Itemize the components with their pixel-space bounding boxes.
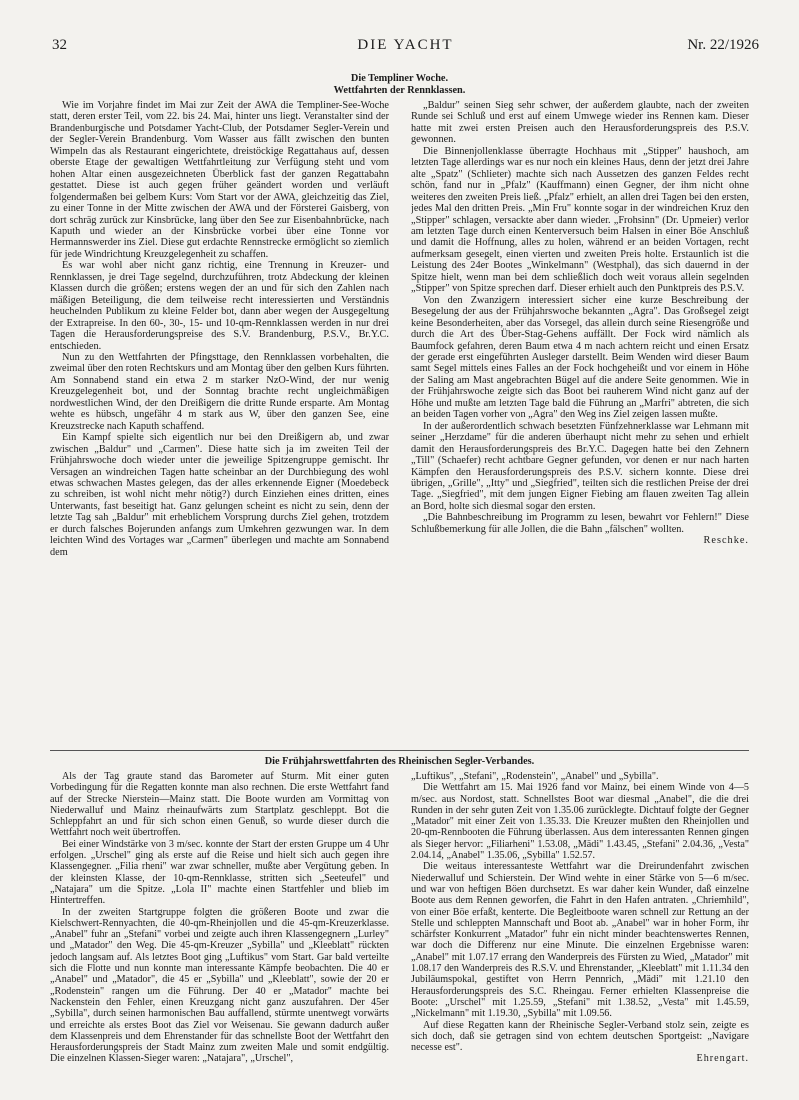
article2-paragraph: In der zweiten Startgruppe folgten die größeren Boote und zwar die Kielschwert-Rennyachten, die 40-qm-Rheinjollen und die 45-qm-Kreuzerklasse. „Anabel" fuhr an „Stefani" vorbei und zeigte auch ihren Klassengegnern „Lurley" und „Matador" den Weg. Die 45-qm-Kreuzer „Sybilla" und „Kleeblatt" rückten jedoch langsam auf. Als letztes Boot ging „Luftikus" vom Start. Gar bald verteilte sich die Flotte und nun konnte man interessante Kämpfe beobachten. Die 40 er „Anabel" und „Matador", die 45 er „Sybilla" und „Kleeblatt", sowie der 20 er „Rodenstein" rangen um die Führung. Der 40 er „Matador" machte bei Nackenstein den Fehler, einen Kreuzgang nicht ganz auszufahren. Der 45er „Sybilla", durch seinen harmonischen Bau auffallend, stürmte unentwegt vorwärts und erreichte als erstes Boot das Ziel vor Weisenau. Sie gewann dadurch außer dem Klassenpreis und dem Ehrenstander für das schnellste Boot der Wettfahrt den Herausforderungspreis der Stadt Mainz zum zweiten Male und somit endgültig. Die einzelnen Klassen-Sieger waren: „Natajara", „Urschel",: [50, 906, 389, 1065]
article2-right-column: [411, 771, 749, 1067]
article2-paragraph: Als der Tag graute stand das Barometer auf Sturm. Mit einer guten Vorbedingung für die Regatten konnte man also rechnen. Die erste Wettfahrt fand auf der Strecke Nierstein—Mainz statt. Die Boote wurden am Vormittag von Niederwalluf und Mainz rheinaufwärts zum Startplatz geschleppt. Bot die Schleppfahrt an und für sich schon einen Genuß, so wurde dieser durch die Wettfahrt noch weit übertroffen.: [50, 771, 389, 839]
article1-subtitle: Wettfahrten der Rennklassen.: [333, 85, 466, 96]
article1-paragraph: Nun zu den Wettfahrten der Pfingsttage, den Rennklassen vorbehalten, die zweimal über den roten Rechtskurs und am Montag über den gelben Kurs führten. Am Sonnabend stand ein etwa 2 m starker NzO-Wind, der nur wenig Kreuzgelegenheit bot, und der Sonntag brachte recht ungleichmäßigen nordwestlichen Wind, der den Dreißigern die dritte Runde ersparte. Am Montag wehte es hübsch, ungefähr 4 m stark aus W, über den ganzen See, eine Kreuzstrecke nach Kaputh schaffend.: [50, 351, 389, 432]
article1-paragraph: „Die Bahnbeschreibung im Programm zu lesen, bewahrt vor Fehlern!" Diese Schlußbemerkung für alle Jollen, die die Bahn „fälschen" wollten.: [411, 512, 749, 535]
article2-paragraph: Die Wettfahrt am 15. Mai 1926 fand vor Mainz, bei einem Winde von 4—5 m/sec. aus Nordost, statt. Schnellstes Boot war diesmal „Anabel", die die drei Runden in der sehr guten Zeit von 1.35.06 zurücklegte. Dichtauf folgte der Gegner „Matador" mit einer Zeit von 1.35.33. Die Kreuzer mußten den Rheinjollen und 20-qm-Rennbooten die Führung überlassen. Aus dem interessanten Rennen gingen als Sieger hervor: „Filiarheni" 1.53.08, „Mädi" 1.43.45, „Stefani" 2.04.36, „Vesta" 2.04.14, „Anabel" 1.35.06, „Sybilla" 1.52.57.: [411, 782, 749, 862]
article-divider: [50, 750, 749, 751]
issue-number: Nr. 22/1926: [687, 37, 759, 53]
article1-paragraph: In der außerordentlich schwach besetzten Fünfzehnerklasse war Lehmann mit seiner „Herzdame" für die anderen überhaupt nicht mehr zu sehen und erhielt damit den Herausforderungspreis des Br.Y.C. Dagegen hatte bei den Zehnern „Till" (Schaefer) recht achtbare Gegner gefunden, vor denen er nur nach harten Kämpfen den Herausforderungspreis des P.S.V. sichern konnte. Diese drei übrigen, „Grille", „Itty" und „Siegfried", teilten sich die restlichen Preise der drei Tage. „Siegfried", mit dem jungen Eigner Fiebing am flauen zweiten Tag allein an Bord, holte sich diesmal sogar den ersten.: [411, 420, 749, 512]
article1-paragraph: Es war wohl aber nicht ganz richtig, eine Trennung in Kreuzer- und Rennklassen, je drei Tage segelnd, durchzuführen, trotz Abdeckung der kleinen Klassen durch die größen; erstens wegen der an und für sich den Zahlen nach mäßigen Beteiligung, die dem teilweise recht interessierten und Verständnis heuchelnden Publikum zu kleine Felder bot, dann aber wegen der Ausgegeltung der Extrapreise. In den 60-, 30-, 15- und 10-qm-Rennklassen werden in nur drei Tagen die Herausforderungspreise des S.V. Brandenburg, P.S.V., Br.Y.C. entschieden.: [50, 260, 389, 352]
article2-paragraph: Die weitaus interessanteste Wettfahrt war die Dreirundenfahrt zwischen Niederwalluf und Schierstein. Der Wind wehte in einer Stärke von 5—6 m/sec. und war von heftigen Böen durchsetzt. Es war daher kein Wunder, daß einzelne Boote aus dem Rennen geworfen, die Fahrt in den Hafen antraten. „Chriemhild", von einer Böe erfaßt, kenterte. Die Begleitboote waren schnell zur Rettung an der Stelle und schleppten Mannschaft und Boot ab. „Anabel" war in hoher Form, ihr schärfster Konkurrent „Matador" fuhr ein nicht minder beachtenswertes Rennen, war doch die Differenz nur eine Minute. Die einzelnen Ergebnisse waren: „Anabel" mit 1.07.17 errang den Wanderpreis des Fürsten zu Wied, „Matador" mit 1.08.17 den Wanderpreis des R.S.V. und Ehrenstander, „Kleeblatt" mit 1.11.34 den Jubiläumspokal, gestiftet von Herrn Pennrich, „Mädi" mit 1.21.10 den Herausforderungspreis des S.C. Rheingau. Ferner erhielten Klassenpreise die Boote: „Urschel" mit 1.25.59, „Stefani" mit 1.38.52, „Vesta" mit 1.45.59, „Nickelmann" mit 1.19.30, „Sybilla" mit 1.09.56.: [411, 861, 749, 1020]
article1-paragraph: Ein Kampf spielte sich eigentlich nur bei den Dreißigern ab, und zwar zwischen „Baldur" und „Carmen". Diese hatte sich ja im zweiten Teil der Frühjahrswoche doch wieder unter die jeweilige Spitzengruppe gemischt. Ihr Versagen an windreichen Tagen hatte scheinbar an der Durchbiegung des wohl etwas schwachen Mastes gelegen, das der alles erkennende Eigner (Moedebeck zu schreiben, ist wohl nicht mehr nötig?) durch Einziehen eines dritten, eines Unterwants, fast beseitigt hat. Ganz gelungen scheint es nicht zu sein, denn der letzte Tag sah „Baldur" mit erheblichem Vorsprung durchs Ziel gehen, trotzdem er durch falsches Bojerunden anfangs zum Umkehren gezwungen war. In dem leichten Wind des Vortages war „Carmen" überlegen und machte am Sonnabend dem: [50, 432, 389, 558]
article2-paragraph: Auf diese Regatten kann der Rheinische Segler-Verband stolz sein, zeigte es sich doch, daß sie getragen sind von echtem deutschen Sportgeist: „Navigare necesse est".: [411, 1019, 749, 1054]
article2-left-column: [50, 771, 389, 1067]
page-number: 32: [52, 37, 67, 53]
article1-signature: Reschke.: [703, 535, 749, 547]
magazine-title: DIE YACHT: [357, 37, 454, 53]
article1-title: Die Templiner Woche.: [350, 73, 449, 84]
article2-paragraph: „Luftikus", „Stefani", „Rodenstein", „Anabel" und „Sybilla".: [411, 771, 659, 782]
article1-paragraph: Wie im Vorjahre findet im Mai zur Zeit der AWA die Templiner-See-Woche statt, deren erster Teil, vom 22. bis 24. Mai, hinter uns liegt. Veranstalter sind der Brandenburgische und Potsdamer Yacht-Club, der Potsdamer Segler-Verein und der Segler-Verein Brandenburg. Vom Wasser aus fällt zwischen den bunten Wimpeln das als Restaurant eingerichtete, dreistöckige Regattahaus auf, dessen oberste Etage der gewaltigen Wettfahrtleitung zur Verfügung steht und vom hohen Altar einen ausgezeichneten Überblick fast der ganzen Regattabahn gestattet. Diese ist auch gegen früher geändert worden und verläuft folgendermaßen bei gelbem Kurs: Vom Start vor der AWA, gleichzeitig das Ziel, zu einer Tonne in der Mitte zwischen der AWA und der Försterei Gaisberg, von dort schräg zurück zur Kinsbrücke, lang über den See zur Eisenbahnbrücke, nach Kaputh und wieder an der Kinsbrücke vorbei über eine Tonne vor Hermannswerder ins Ziel. Diese gut erdachte Rennstrecke ermöglicht so ziemlich für jede Windrichtung Kreuzgelegenheit zu schaffen.: [50, 100, 389, 260]
article1-right-column: [411, 100, 749, 746]
article1-left-column: [50, 100, 389, 746]
page-header: [52, 37, 759, 59]
article1-paragraph: Von den Zwanzigern interessiert sicher eine kurze Beschreibung der Besegelung der aus der Frühjahrswoche bekannten „Agra". Das Großsegel zeigt keine Besonderheiten, aber das Vorsegel, das allein durch seine Riesengröße und durch die Art des Über-Stag-Gehens auffällt. Der Fock wird nämlich als Baumfock gefahren, deren Baum etwa 4 m nach achtern reicht und einen Ersatz der gerade erst eingeführten Ausleger darstellt. Beim Wenden wird dieser Baum samt Segel mittels eines Falles an der Fock hochgeheißt und vor einem in Höhe der Saling am Mast angebrachten Bügel auf die andere Seite genommen. Wie in der Frühjahrswoche zeigte sich das Boot bei rauherem Wind nicht ganz auf der Höhe und mußte am letzten Tage bald die Führung an „Marfri" abtreten, die sich an beiden Tagen vorher von „Agra" den Weg ins Ziel zeigen lassen mußte.: [411, 294, 749, 421]
article2-title: Die Frühjahrswettfahrten des Rheinischen Segler-Verbandes.: [264, 756, 535, 767]
article1-paragraph: Die Binnenjollenklasse überragte Hochhaus mit „Stipper" haushoch, am letzten Tage allerdings war es nur noch ein kleines Haus, denn der jetzt drei Jahre alte „Spatz" (Schlieter) machte sich nach Aussetzen des ganzen Feldes recht schön, fand nur in „Pfalz" (Kauffmann) einen Gegner, der ihm nicht ohne weiteres den zweiten Preis ließ. „Pfalz" erhielt, an allen drei Tagen bei den ersten, jedes Mal den dritten Preis. „Min Fru" konnte sogar in der windreichen Kruz den „Stipper" schlagen, versackte aber dann wieder. „Frohsinn" (Dr. Upmeier) verlor am letzten Tage durch einen Kenterversuch beim Halsen in einer Böe Anschluß und damit die Hoffnung, alles zu holen, während er an beiden Vortagen, recht aufmerksam gesegelt, einen vierten und zweiten Preis holte. Erstaunlich ist die Leistung des 24er Bootes „Winkelmann" (Westphal), das sich dauernd in der Spitze hielt, wenn man bei dem schließlich doch weit voraus allein segelnden „Stipper" von Spitze sprechen darf. Dieser erhielt auch den Punktpreis des P.S.V.: [411, 145, 749, 295]
article1-paragraph: „Baldur" seinen Sieg sehr schwer, der außerdem glaubte, nach der zweiten Runde sei Schluß und erst auf einem Umwege wieder ins Rennen kam. Dieser hatte mit zwei ersten Preisen auch den Herausforderungspreis des P.S.V. gewonnen.: [411, 100, 749, 146]
article2-paragraph: Bei einer Windstärke von 3 m/sec. konnte der Start der ersten Gruppe um 4 Uhr erfolgen. „Urschel" ging als erste auf die Reise und hielt sich auch gegen ihre Klassengegner. „Filia rheni" war zwar schneller, mußte aber Vergütung geben. In der kleinsten Klasse, der 10-qm-Rennklasse, stritten sich „Seeteufel" und „Natajara" um die Spitze. „Lola II" machte einen Startfehler und blieb im Hintertreffen.: [50, 838, 389, 907]
article2-signature: Ehrengart.: [696, 1053, 749, 1065]
